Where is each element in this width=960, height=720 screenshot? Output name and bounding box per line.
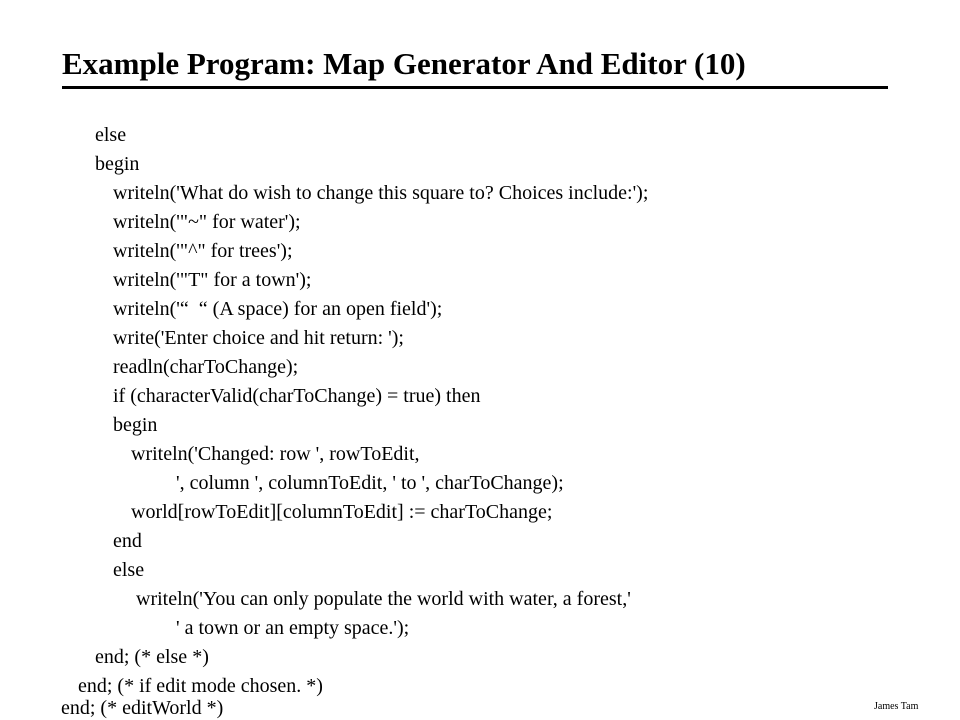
- code-line: end; (* editWorld *): [61, 697, 224, 719]
- code-line: begin: [95, 153, 140, 175]
- code-line: world[rowToEdit][columnToEdit] := charToChange;: [131, 501, 553, 523]
- code-line: writeln('“ “ (A space) for an open field');: [113, 298, 443, 320]
- slide-title: Example Program: Map Generator And Editor (10): [62, 46, 746, 81]
- code-line: ', column ', columnToEdit, ' to ', charToChange);: [176, 472, 564, 494]
- author-footer: James Tam: [874, 701, 919, 712]
- code-line: end; (* else *): [95, 646, 209, 668]
- code-line: end: [113, 530, 142, 552]
- code-line: writeln('You can only populate the world with water, a forest,': [136, 588, 631, 610]
- code-line: writeln('"~" for water');: [113, 211, 301, 233]
- code-line: end; (* if edit mode chosen. *): [78, 675, 323, 697]
- code-line: writeln('What do wish to change this square to? Choices include:');: [113, 182, 649, 204]
- code-line: else: [95, 124, 127, 146]
- code-line: writeln('"^" for trees');: [113, 240, 293, 262]
- code-line: ' a town or an empty space.');: [176, 617, 410, 639]
- code-line: write('Enter choice and hit return: ');: [113, 327, 404, 349]
- code-line: begin: [113, 414, 158, 436]
- title-underline: [62, 86, 888, 89]
- code-line: if (characterValid(charToChange) = true) then: [113, 385, 481, 407]
- code-line: writeln('"T" for a town');: [113, 269, 312, 291]
- code-line: else: [113, 559, 145, 581]
- code-line: writeln('Changed: row ', rowToEdit,: [131, 443, 420, 465]
- code-line: readln(charToChange);: [113, 356, 299, 378]
